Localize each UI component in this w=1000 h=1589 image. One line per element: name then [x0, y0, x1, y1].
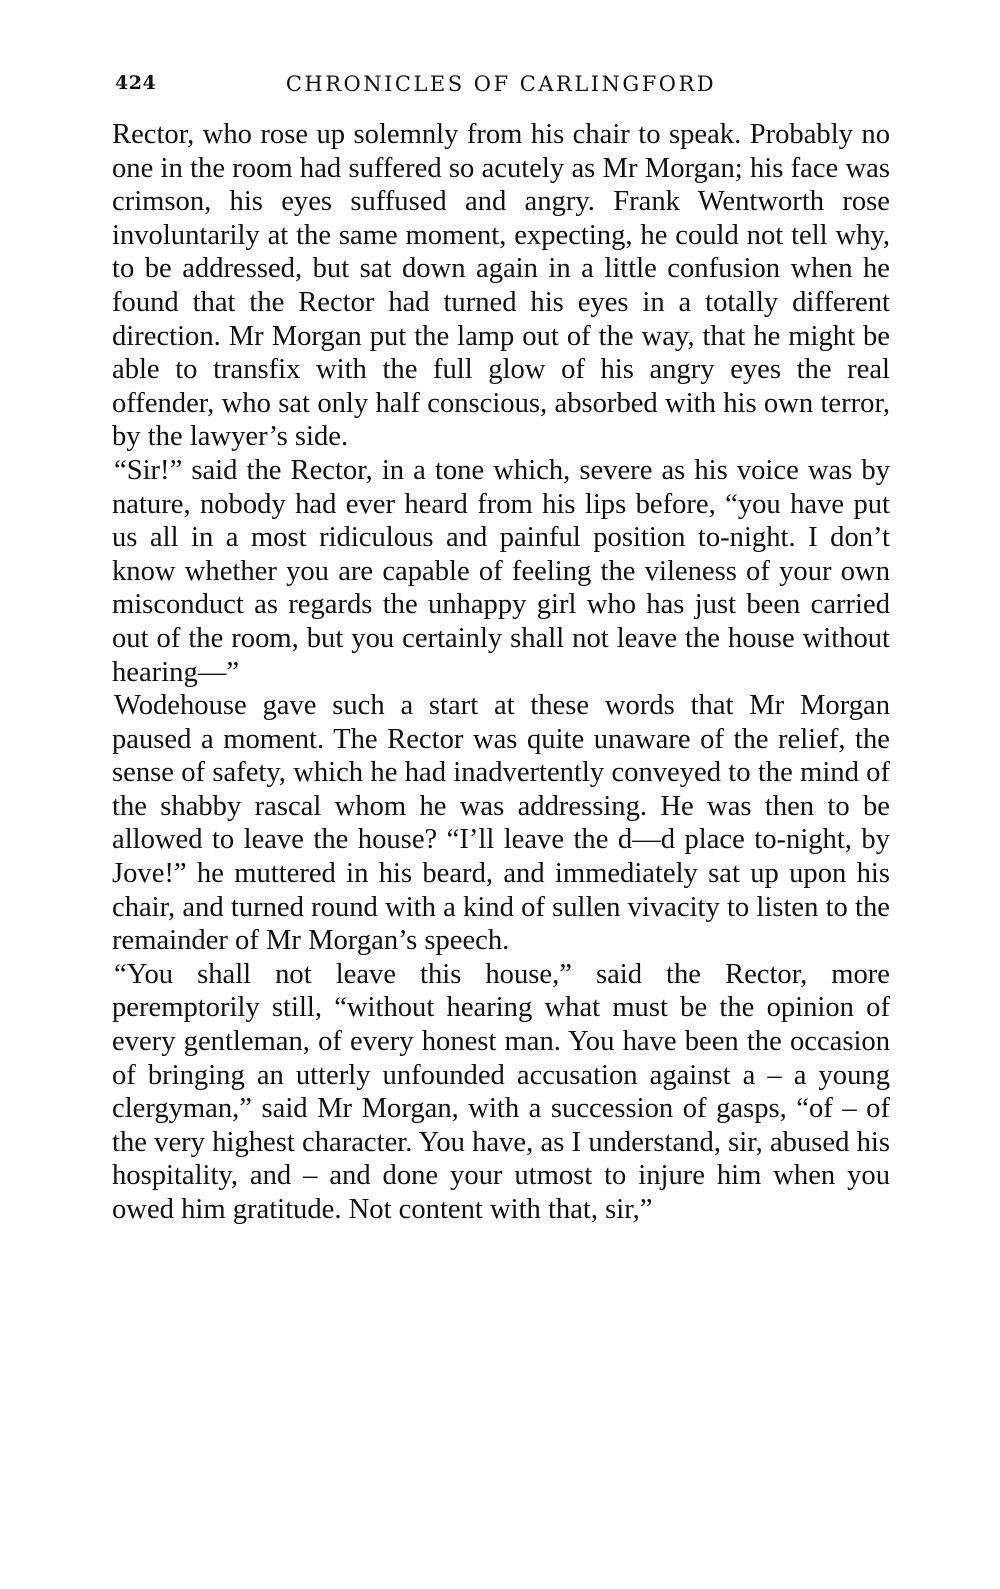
paragraph-4: “You shall not leave this house,” said the Rector, more peremptorily still, “without hearing what must be the opinion of every gentleman, of every honest man. You have been the occasion of bringing an utterly unfounded accusation against a – a young clergyman,” said Mr Morgan, with a succession of gasps, “of – of the very highest character. You have, as I understand, sir, abused his hospitality, and – and done your utmost to injure him when you owed him gratitude. Not content with that, sir,”	[112, 958, 890, 1225]
paragraph-2: “Sir!” said the Rector, in a tone which, severe as his voice was by nature, nobody had ever heard from his lips before, “you have put us all in a most ridiculous and painful position to-night. I don’t know whether you are capable of feeling the vileness of your own misconduct as regards the unhappy girl who has just been carried out of the room, but you certainly shall not leave the house without hearing—”	[112, 454, 890, 688]
page-number: 424	[115, 72, 157, 94]
running-title: CHRONICLES OF CARLINGFORD	[285, 72, 717, 96]
page-header	[112, 62, 890, 102]
body-text	[112, 118, 890, 1227]
paragraph-3: Wodehouse gave such a start at these words that Mr Morgan paused a moment. The Rector was quite unaware of the relief, the sense of safety, which he had inadvertently conveyed to the mind of the shabby rascal whom he was addressing. He was then to be allowed to leave the house? “I’ll leave the d—d place to-night, by Jove!” he muttered in his beard, and immediately sat up upon his chair, and turned round with a kind of sullen vivacity to listen to the remainder of Mr Morgan’s speech.	[112, 690, 890, 957]
paragraph-1: Rector, who rose up solemnly from his chair to speak. Probably no one in the room had suffered so acutely as Mr Morgan; his face was crimson, his eyes suffused and angry. Frank Wentworth rose involuntarily at the same moment, expecting, he could not tell why, to be addressed, but sat down again in a little confusion when he found that the Rector had turned his eyes in a totally different direction. Mr Morgan put the lamp out of the way, that he might be able to transfix with the full glow of his angry eyes the real offender, who sat only half conscious, absorbed with his own terror, by the lawyer’s side.	[112, 119, 890, 453]
book-page	[112, 62, 890, 1227]
